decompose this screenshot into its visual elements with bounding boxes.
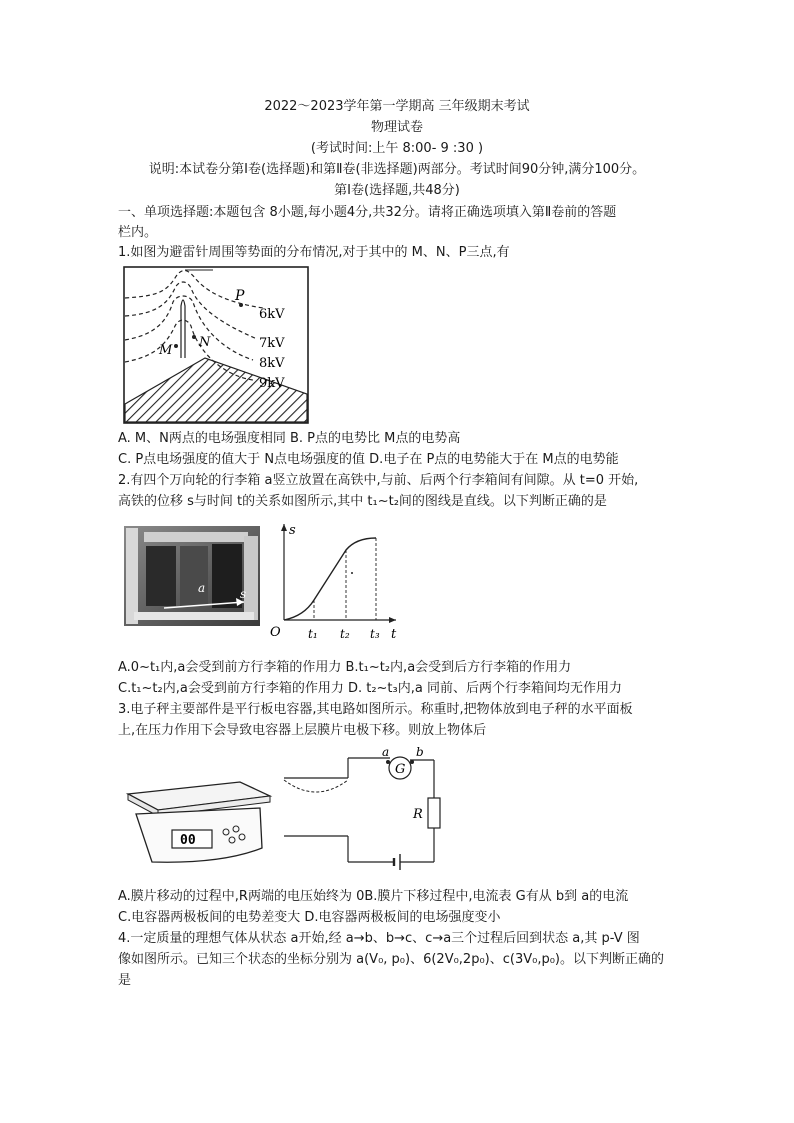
q3-stem-1: 3.电子秤主要部件是平行板电容器,其电路如图所示。称重时,把物体放到电子秤的水平面板 — [118, 702, 633, 717]
label-9kv: 9kV — [259, 376, 285, 391]
exam-time: (考试时间:上午 8:00- 9 :30 ) — [310, 141, 484, 156]
s-t-graph — [268, 520, 400, 644]
section-heading: 一、单项选择题:本题包含 8小题,每小题4分,共32分。请将正确选项填入第Ⅱ卷前的答题 — [118, 205, 617, 220]
node-b: b — [416, 745, 424, 759]
resistor-r: R — [413, 807, 423, 822]
label-m: M — [159, 343, 173, 358]
q4-stem-2: 像如图所示。已知三个状态的坐标分别为 a(V₀, p₀)、6(2V₀,2p₀)、c(3V₀,p₀)。以下判断正确的 — [118, 952, 664, 967]
exam-note: 说明:本试卷分第Ⅰ卷(选择题)和第Ⅱ卷(非选择题)两部分。考试时间90分钟,满分100分。 — [148, 162, 646, 177]
label-p: P — [235, 288, 245, 304]
s-t-curve — [284, 538, 376, 620]
axis-s: s — [289, 523, 296, 538]
axis-t: t — [391, 627, 397, 642]
exam-title: 2022～2023学年第一学期高 三年级期末考试 — [264, 99, 530, 114]
rod — [181, 300, 185, 358]
tick-t3: t₃ — [370, 627, 380, 641]
q2-stem-1: 2.有四个万向轮的行李箱 a竖立放置在高铁中,与前、后两个行李箱间有间隙。从 t=0 开始, — [118, 473, 639, 488]
node-a: a — [382, 745, 390, 759]
section-heading-cont: 栏内。 — [118, 225, 158, 240]
q4-stem-1: 4.一定质量的理想气体从状态 a开始,经 a→b、b→c、c→a三个过程后回到状态 a,其 p-V 图 — [118, 931, 640, 946]
label-7kv: 7kV — [259, 336, 285, 351]
origin: O — [270, 625, 281, 640]
electronic-scale — [122, 774, 274, 870]
label-8kv: 8kV — [259, 356, 285, 371]
galvanometer-g: G — [395, 762, 406, 777]
scale-circuit — [282, 745, 448, 880]
q4-stem-3: 是 — [118, 973, 132, 988]
point-n — [192, 335, 196, 339]
q3-stem-2: 上,在压力作用下会导致电容器上层膜片电极下移。则放上物体后 — [118, 723, 487, 738]
q2-options-cd: C.t₁~t₂内,a会受到前方行李箱的作用力 D. t₂~t₃内,a 同前、后两个行李箱间均无作用力 — [118, 681, 622, 696]
q1-options-cd: C. P点电场强度的值大于 N点电场强度的值 D.电子在 P点的电势能大于在 M点的电势能 — [118, 452, 619, 467]
q2-stem-2: 高铁的位移 s与时间 t的关系如图所示,其中 t₁~t₂间的图线是直线。以下判断正确的是 — [118, 494, 607, 509]
q1-stem: 1.如图为避雷针周围等势面的分布情况,对于其中的 M、N、P三点,有 — [118, 245, 510, 260]
tick-t2: t₂ — [340, 627, 350, 641]
photo-label-s: s — [240, 587, 247, 601]
q3-options-cd: C.电容器两极板间的电势差变大 D.电容器两极板间的电场强度变小 — [118, 910, 501, 925]
lightning-rod-figure — [123, 266, 309, 424]
q3-options-ab: A.膜片移动的过程中,R两端的电压始终为 0B.膜片下移过程中,电流表 G有从 b到 a的电流 — [118, 889, 629, 904]
scale-display: 00 — [180, 833, 196, 848]
label-6kv: 6kV — [259, 307, 285, 322]
q1-options-ab: A. M、N两点的电场强度相同 B. P点的电势比 M点的电势高 — [118, 431, 461, 446]
label-n: N — [199, 335, 211, 350]
photo-label-a: a — [198, 581, 206, 595]
tick-t1: t₁ — [308, 627, 318, 641]
point-m — [174, 344, 178, 348]
part-title: 第Ⅰ卷(选择题,共48分) — [334, 183, 460, 198]
exam-subject: 物理试卷 — [370, 120, 423, 135]
q2-options-ab: A.0~t₁内,a会受到前方行李箱的作用力 B.t₁~t₂内,a会受到后方行李箱的作用力 — [118, 660, 572, 675]
luggage-photo — [124, 526, 260, 626]
